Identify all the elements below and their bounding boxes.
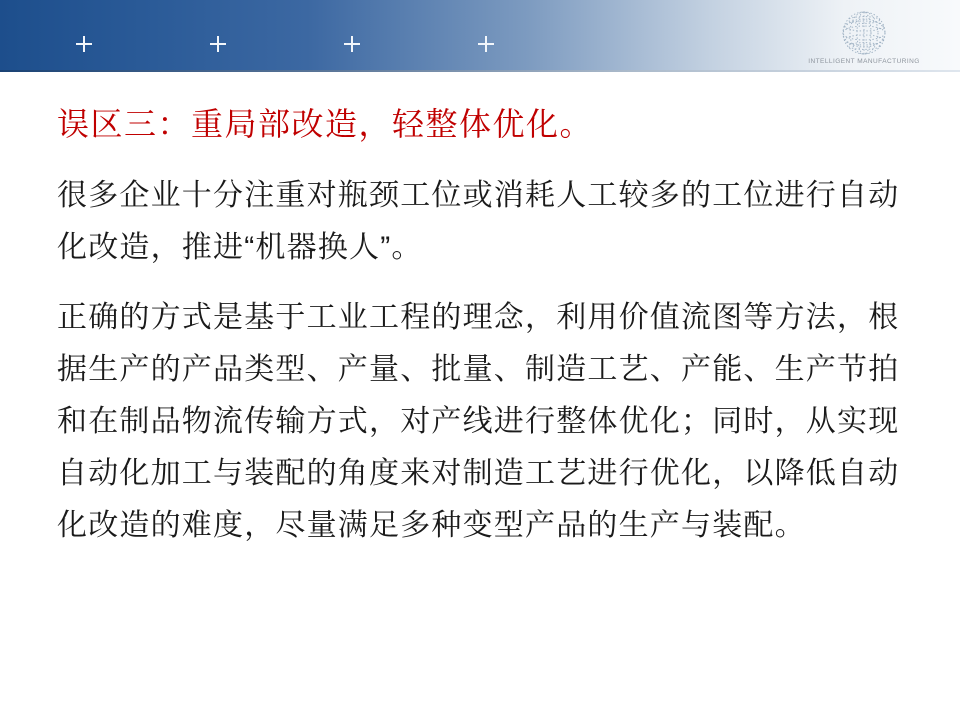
plus-icon	[210, 36, 226, 52]
text-line: 和在制品物流传输方式，对产线进行整体优化；同时，从实现	[57, 405, 900, 438]
paragraph-1	[57, 170, 917, 274]
text-line: 自动化加工与装配的角度来对制造工艺进行优化，以降低自动	[57, 457, 900, 490]
text-line: 化改造，推进“机器换人”。	[57, 231, 423, 264]
text-line: 据生产的产品类型、产量、批量、制造工艺、产能、生产节拍	[57, 353, 900, 386]
plus-icon	[478, 36, 494, 52]
plus-icon	[76, 36, 92, 52]
globe-icon	[841, 10, 887, 56]
header-underline	[0, 70, 960, 72]
logo	[806, 10, 922, 65]
logo-text: INTELLIGENT MANUFACTURING	[808, 58, 920, 65]
text-line: 正确的方式是基于工业工程的理念，利用价值流图等方法，根	[57, 301, 900, 334]
paragraph-2	[57, 292, 917, 552]
slide-title: 误区三：重局部改造，轻整体优化。	[57, 106, 594, 142]
header-band	[0, 0, 960, 70]
text-line: 化改造的难度，尽量满足多种变型产品的生产与装配。	[57, 509, 806, 542]
text-line: 很多企业十分注重对瓶颈工位或消耗人工较多的工位进行自动	[57, 179, 900, 212]
plus-icon	[344, 36, 360, 52]
slide-content	[57, 102, 917, 552]
